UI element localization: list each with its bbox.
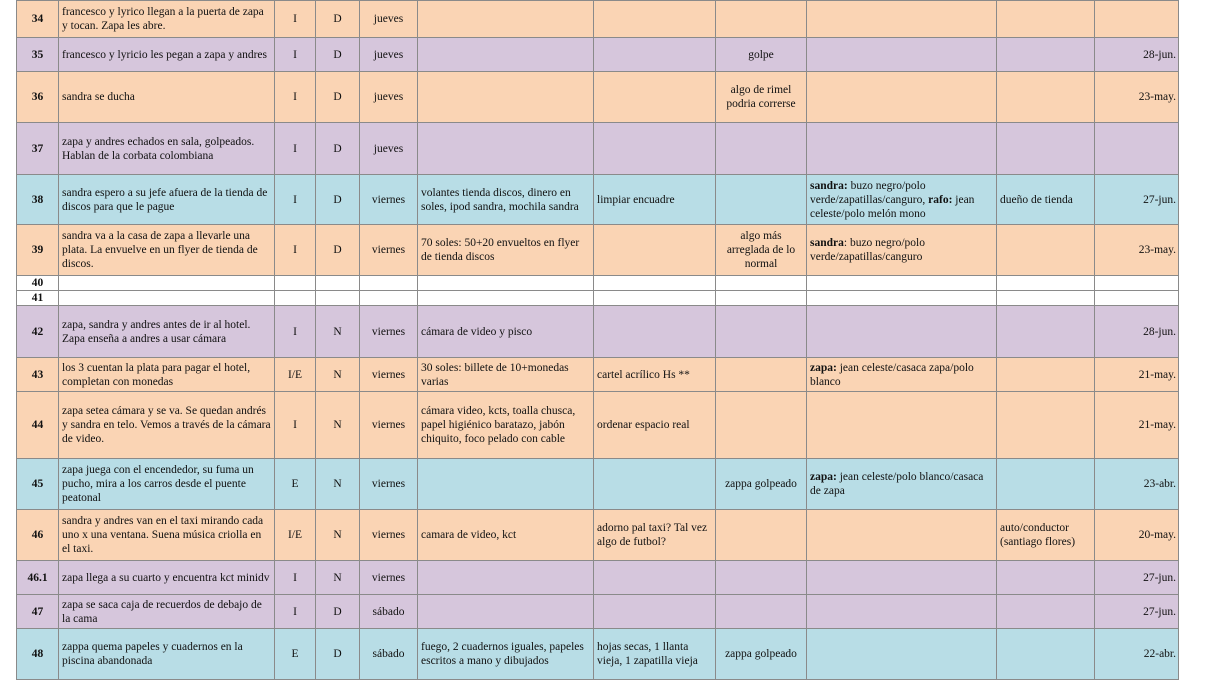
cell-makeup[interactable]: algo más arreglada de lo normal [716, 225, 807, 276]
cell-int-ext[interactable]: I [275, 306, 316, 358]
table-row [17, 459, 1179, 510]
cell-story-day[interactable]: viernes [360, 175, 418, 225]
cell-props[interactable] [418, 459, 594, 510]
cell-scene-number[interactable]: 46 [17, 510, 59, 561]
cell-art[interactable]: cartel acrílico Hs ** [594, 358, 716, 392]
cell-description[interactable]: sandra se ducha [59, 72, 275, 123]
cell-scene-number[interactable]: 40 [17, 276, 59, 291]
cell-day-night[interactable]: N [316, 306, 360, 358]
cell-date[interactable] [1095, 291, 1179, 306]
cell-props[interactable] [418, 291, 594, 306]
cell-story-day[interactable]: viernes [360, 225, 418, 276]
cell-art[interactable] [594, 561, 716, 595]
cell-props[interactable] [418, 38, 594, 72]
cell-day-night[interactable]: N [316, 510, 360, 561]
cell-props[interactable] [418, 595, 594, 629]
cell-props[interactable]: fuego, 2 cuadernos iguales, papeles escritos a mano y dibujados [418, 629, 594, 680]
cell-description[interactable]: zapa llega a su cuarto y encuentra kct minidv [59, 561, 275, 595]
cell-props[interactable]: 30 soles: billete de 10+monedas varias [418, 358, 594, 392]
cell-story-day[interactable]: sábado [360, 629, 418, 680]
cell-int-ext[interactable]: E [275, 629, 316, 680]
cell-description[interactable]: francesco y lyrico llegan a la puerta de zapa y tocan. Zapa les abre. [59, 1, 275, 38]
table-row [17, 561, 1179, 595]
cell-wardrobe[interactable] [807, 358, 997, 392]
cell-scene-number[interactable]: 43 [17, 358, 59, 392]
cell-day-night[interactable]: D [316, 123, 360, 175]
cell-wardrobe[interactable] [807, 595, 997, 629]
table-row [17, 276, 1179, 291]
cell-props[interactable] [418, 72, 594, 123]
cell-props[interactable] [418, 1, 594, 38]
cell-makeup[interactable] [716, 510, 807, 561]
cell-extras[interactable] [997, 38, 1095, 72]
cell-props[interactable] [418, 561, 594, 595]
cell-makeup[interactable] [716, 306, 807, 358]
cell-day-night[interactable]: D [316, 225, 360, 276]
table-row [17, 510, 1179, 561]
cell-scene-number[interactable]: 38 [17, 175, 59, 225]
cell-extras[interactable] [997, 459, 1095, 510]
spreadsheet-grid [16, 0, 1178, 680]
cell-art[interactable] [594, 38, 716, 72]
cell-day-night[interactable]: D [316, 72, 360, 123]
cell-int-ext[interactable]: I [275, 175, 316, 225]
cell-scene-number[interactable]: 39 [17, 225, 59, 276]
cell-scene-number[interactable]: 44 [17, 392, 59, 459]
cell-story-day[interactable]: viernes [360, 306, 418, 358]
wardrobe-character: sandra: [810, 179, 848, 192]
wardrobe-character: zapa: [810, 471, 837, 483]
cell-props[interactable] [418, 276, 594, 291]
cell-int-ext[interactable]: I/E [275, 358, 316, 392]
cell-wardrobe[interactable] [807, 1, 997, 38]
cell-day-night[interactable]: D [316, 175, 360, 225]
cell-story-day[interactable]: jueves [360, 72, 418, 123]
table-row [17, 175, 1179, 225]
cell-art[interactable] [594, 306, 716, 358]
cell-makeup[interactable] [716, 123, 807, 175]
cell-art[interactable]: adorno pal taxi? Tal vez algo de futbol? [594, 510, 716, 561]
cell-int-ext[interactable]: I [275, 392, 316, 459]
cell-extras[interactable] [997, 306, 1095, 358]
cell-wardrobe[interactable] [807, 561, 997, 595]
cell-extras[interactable] [997, 123, 1095, 175]
cell-story-day[interactable] [360, 291, 418, 306]
cell-art[interactable]: ordenar espacio real [594, 392, 716, 459]
cell-day-night[interactable]: D [316, 629, 360, 680]
cell-props[interactable]: camara de video, kct [418, 510, 594, 561]
cell-makeup[interactable] [716, 291, 807, 306]
cell-story-day[interactable]: viernes [360, 392, 418, 459]
cell-description[interactable]: sandra va a la casa de zapa a llevarle una plata. La envuelve en un flyer de tienda de discos. [59, 225, 275, 276]
table-row [17, 225, 1179, 276]
cell-description[interactable]: sandra espero a su jefe afuera de la tienda de discos para que le pague [59, 175, 275, 225]
cell-scene-number[interactable]: 36 [17, 72, 59, 123]
cell-day-night[interactable]: N [316, 392, 360, 459]
cell-date[interactable]: 28-jun. [1095, 38, 1179, 72]
cell-wardrobe[interactable] [807, 276, 997, 291]
table-row [17, 392, 1179, 459]
cell-wardrobe[interactable] [807, 291, 997, 306]
wardrobe-items: jean celeste/casaca zapa/polo blanco [810, 361, 974, 388]
cell-extras[interactable] [997, 561, 1095, 595]
cell-makeup[interactable] [716, 276, 807, 291]
cell-int-ext[interactable]: E [275, 459, 316, 510]
cell-int-ext[interactable]: I [275, 1, 316, 38]
wardrobe-items: jean celeste/polo melón mono [810, 193, 975, 220]
cell-day-night[interactable]: N [316, 358, 360, 392]
cell-wardrobe[interactable] [807, 72, 997, 123]
cell-day-night[interactable]: N [316, 561, 360, 595]
cell-day-night[interactable]: D [316, 595, 360, 629]
table-row [17, 291, 1179, 306]
cell-description[interactable]: zapa se saca caja de recuerdos de debajo de la cama [59, 595, 275, 629]
cell-description[interactable] [59, 291, 275, 306]
scene-breakdown-table [16, 0, 1179, 680]
cell-date[interactable] [1095, 1, 1179, 38]
cell-description[interactable]: zapa y andres echados en sala, golpeados. Hablan de la corbata colombiana [59, 123, 275, 175]
wardrobe-character: zapa: [810, 361, 837, 374]
cell-extras[interactable]: dueño de tienda [997, 175, 1095, 225]
cell-art[interactable] [594, 595, 716, 629]
cell-extras[interactable] [997, 291, 1095, 306]
table-row [17, 1, 1179, 38]
cell-date[interactable]: 20-may. [1095, 510, 1179, 561]
cell-wardrobe[interactable] [807, 175, 997, 225]
table-row [17, 306, 1179, 358]
cell-day-night[interactable] [316, 291, 360, 306]
table-row [17, 123, 1179, 175]
cell-date[interactable]: 27-jun. [1095, 561, 1179, 595]
cell-makeup[interactable]: zappa golpeado [716, 459, 807, 510]
cell-wardrobe[interactable] [807, 225, 997, 276]
cell-makeup[interactable] [716, 1, 807, 38]
cell-makeup[interactable]: golpe [716, 38, 807, 72]
cell-story-day[interactable]: jueves [360, 123, 418, 175]
cell-extras[interactable] [997, 392, 1095, 459]
cell-art[interactable] [594, 459, 716, 510]
cell-description[interactable]: zappa quema papeles y cuadernos en la piscina abandonada [59, 629, 275, 680]
wardrobe-character: sandra [810, 237, 844, 249]
cell-day-night[interactable]: D [316, 1, 360, 38]
cell-story-day[interactable]: viernes [360, 358, 418, 392]
cell-art[interactable] [594, 276, 716, 291]
cell-extras[interactable]: auto/conductor (santiago flores) [997, 510, 1095, 561]
cell-makeup[interactable] [716, 392, 807, 459]
cell-story-day[interactable]: jueves [360, 1, 418, 38]
table-row [17, 629, 1179, 680]
cell-makeup[interactable] [716, 561, 807, 595]
cell-art[interactable] [594, 225, 716, 276]
cell-date[interactable]: 27-jun. [1095, 175, 1179, 225]
cell-day-night[interactable]: N [316, 459, 360, 510]
cell-description[interactable]: sandra y andres van en el taxi mirando cada uno x una ventana. Suena música criolla en el taxi. [59, 510, 275, 561]
wardrobe-character: rafo: [928, 193, 953, 206]
cell-wardrobe[interactable] [807, 38, 997, 72]
cell-int-ext[interactable]: I [275, 38, 316, 72]
cell-date[interactable]: 21-may. [1095, 392, 1179, 459]
cell-description[interactable]: zapa, sandra y andres antes de ir al hotel. Zapa enseña a andres a usar cámara [59, 306, 275, 358]
cell-int-ext[interactable]: I [275, 123, 316, 175]
cell-int-ext[interactable]: I [275, 561, 316, 595]
cell-wardrobe[interactable] [807, 306, 997, 358]
cell-int-ext[interactable]: I [275, 72, 316, 123]
cell-date[interactable]: 21-may. [1095, 358, 1179, 392]
cell-description[interactable]: zapa juega con el encendedor, su fuma un pucho, mira a los carros desde el puente peatonal [59, 459, 275, 510]
cell-date[interactable]: 22-abr. [1095, 629, 1179, 680]
cell-scene-number[interactable]: 46.1 [17, 561, 59, 595]
wardrobe-items: : buzo negro/polo verde/zapatillas/canguro [810, 237, 925, 263]
cell-extras[interactable] [997, 358, 1095, 392]
cell-wardrobe[interactable] [807, 392, 997, 459]
cell-story-day[interactable]: sábado [360, 595, 418, 629]
cell-story-day[interactable]: viernes [360, 510, 418, 561]
cell-description[interactable]: los 3 cuentan la plata para pagar el hotel, completan con monedas [59, 358, 275, 392]
cell-story-day[interactable]: jueves [360, 38, 418, 72]
cell-scene-number[interactable]: 35 [17, 38, 59, 72]
cell-date[interactable] [1095, 276, 1179, 291]
cell-makeup[interactable] [716, 595, 807, 629]
cell-description[interactable] [59, 276, 275, 291]
cell-art[interactable] [594, 291, 716, 306]
cell-date[interactable] [1095, 123, 1179, 175]
cell-int-ext[interactable] [275, 291, 316, 306]
cell-extras[interactable] [997, 72, 1095, 123]
cell-story-day[interactable]: viernes [360, 459, 418, 510]
cell-art[interactable]: limpiar encuadre [594, 175, 716, 225]
cell-scene-number[interactable]: 41 [17, 291, 59, 306]
cell-date[interactable]: 23-may. [1095, 225, 1179, 276]
cell-extras[interactable] [997, 225, 1095, 276]
cell-extras[interactable] [997, 629, 1095, 680]
cell-props[interactable]: volantes tienda discos, dinero en soles, ipod sandra, mochila sandra [418, 175, 594, 225]
cell-wardrobe[interactable] [807, 629, 997, 680]
cell-extras[interactable] [997, 1, 1095, 38]
cell-int-ext[interactable]: I [275, 225, 316, 276]
cell-extras[interactable] [997, 276, 1095, 291]
cell-art[interactable]: hojas secas, 1 llanta vieja, 1 zapatilla vieja [594, 629, 716, 680]
table-row [17, 358, 1179, 392]
cell-scene-number[interactable]: 48 [17, 629, 59, 680]
cell-day-night[interactable] [316, 276, 360, 291]
cell-props[interactable] [418, 123, 594, 175]
cell-date[interactable]: 23-may. [1095, 72, 1179, 123]
cell-date[interactable]: 27-jun. [1095, 595, 1179, 629]
cell-props[interactable]: cámara video, kcts, toalla chusca, papel higiénico baratazo, jabón chiquito, foco pelado con cable [418, 392, 594, 459]
cell-int-ext[interactable]: I [275, 595, 316, 629]
cell-story-day[interactable] [360, 276, 418, 291]
cell-int-ext[interactable] [275, 276, 316, 291]
cell-makeup[interactable]: algo de rimel podria correrse [716, 72, 807, 123]
cell-scene-number[interactable]: 42 [17, 306, 59, 358]
cell-art[interactable] [594, 123, 716, 175]
wardrobe-items: buzo negro/polo verde/zapatillas/canguro, [810, 179, 929, 206]
cell-wardrobe[interactable] [807, 510, 997, 561]
wardrobe-items: jean celeste/polo blanco/casaca de zapa [810, 471, 984, 497]
cell-scene-number[interactable]: 34 [17, 1, 59, 38]
cell-extras[interactable] [997, 595, 1095, 629]
cell-scene-number[interactable]: 47 [17, 595, 59, 629]
cell-props[interactable]: cámara de video y pisco [418, 306, 594, 358]
cell-date[interactable]: 28-jun. [1095, 306, 1179, 358]
cell-wardrobe[interactable] [807, 123, 997, 175]
table-row [17, 38, 1179, 72]
cell-int-ext[interactable]: I/E [275, 510, 316, 561]
cell-description[interactable]: zapa setea cámara y se va. Se quedan andrés y sandra en telo. Vemos a través de la cámara de video. [59, 392, 275, 459]
cell-description[interactable]: francesco y lyricio les pegan a zapa y andres [59, 38, 275, 72]
cell-date[interactable]: 23-abr. [1095, 459, 1179, 510]
cell-art[interactable] [594, 72, 716, 123]
table-row [17, 72, 1179, 123]
cell-props[interactable]: 70 soles: 50+20 envueltos en flyer de tienda discos [418, 225, 594, 276]
cell-makeup[interactable] [716, 358, 807, 392]
cell-art[interactable] [594, 1, 716, 38]
cell-scene-number[interactable]: 37 [17, 123, 59, 175]
cell-day-night[interactable]: D [316, 38, 360, 72]
cell-makeup[interactable] [716, 175, 807, 225]
cell-wardrobe[interactable] [807, 459, 997, 510]
cell-makeup[interactable]: zappa golpeado [716, 629, 807, 680]
cell-story-day[interactable]: viernes [360, 561, 418, 595]
table-row [17, 595, 1179, 629]
cell-scene-number[interactable]: 45 [17, 459, 59, 510]
